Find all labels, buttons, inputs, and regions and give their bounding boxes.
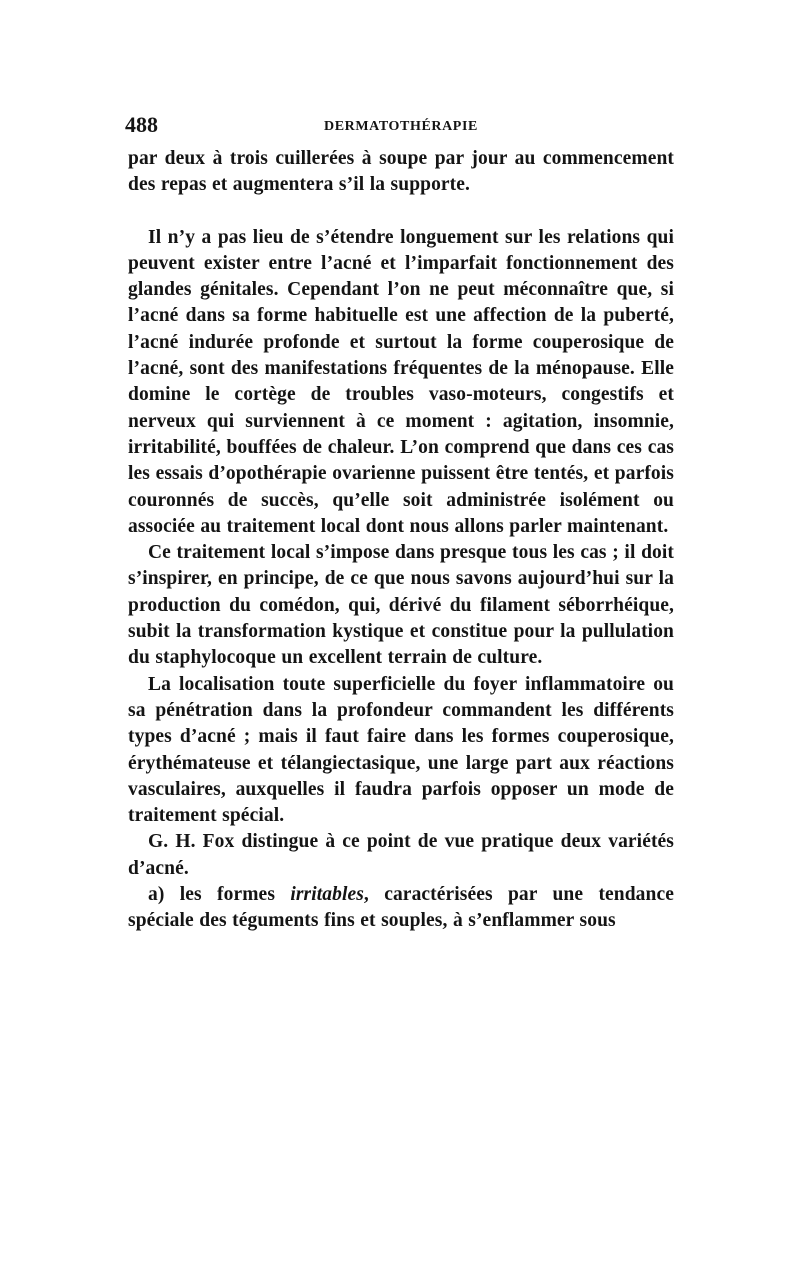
- paragraph-fox: G. H. Fox distingue à ce point de vue pratique deux variétés d’acné.: [128, 831, 674, 879]
- running-title: DERMATOTHÉRAPIE: [324, 119, 478, 134]
- irritable-forms-suffix: , caractérisées par une tendance spéciale des téguments fins et souples, à s’enflammer sous: [128, 884, 674, 932]
- paragraph-local-treatment: Ce traitement local s’impose dans presque tous les cas ; il doit s’inspirer, en principe, de ce que nous savons aujourd’hui sur la production du comédon, qui, dérivé du filament séborrhéique, subit la transformation kystique et constitue pour la pullulation du staphylocoque un excellent terrain de culture.: [128, 542, 674, 669]
- paragraph-localisation: La localisation toute superficielle du foyer inflammatoire ou sa pénétration dans la profondeur commandent les différents types d’acné ; mais il faut faire dans les formes couperosique, érythémateuse et télangiectasique, une large part aux réactions vasculaires, auxquelles il faudra parfois opposer un mode de traitement spécial.: [128, 673, 674, 827]
- book-page: [125, 112, 674, 935]
- page-number: 488: [125, 112, 158, 137]
- paragraph-continuation: par deux à trois cuillerées à soupe par jour au commencement des repas et augmentera s’il la supporte.: [128, 148, 674, 196]
- paragraph-irritable-forms: [128, 882, 674, 935]
- body-text: [128, 146, 674, 935]
- paragraph-menopause: Il n’y a pas lieu de s’étendre longuement sur les relations qui peuvent exister entre l’acné et l’imparfait fonctionnement des glandes génitales. Cependant l’on ne peut méconnaître que, si l’acné dans sa forme habituelle est une affection de la puberté, l’acné indurée profonde et surtout la forme couperosique de l’acné, sont des manifestations fréquentes de la ménopause. Elle domine le cortège de troubles vaso-moteurs, congestifs et nerveux qui surviennent à ce moment : agitation, insomnie, irritabilité, bouffées de chaleur. L’on comprend que dans ces cas les essais d’opothérapie ovarienne puissent être tentés, et parfois couronnés de succès, qu’elle soit administrée isolément ou associée au traitement local dont nous allons parler maintenant.: [128, 226, 674, 537]
- irritable-forms-prefix: a) les formes: [148, 884, 291, 906]
- running-header: [125, 112, 674, 142]
- irritable-forms-term: irritables: [290, 884, 364, 906]
